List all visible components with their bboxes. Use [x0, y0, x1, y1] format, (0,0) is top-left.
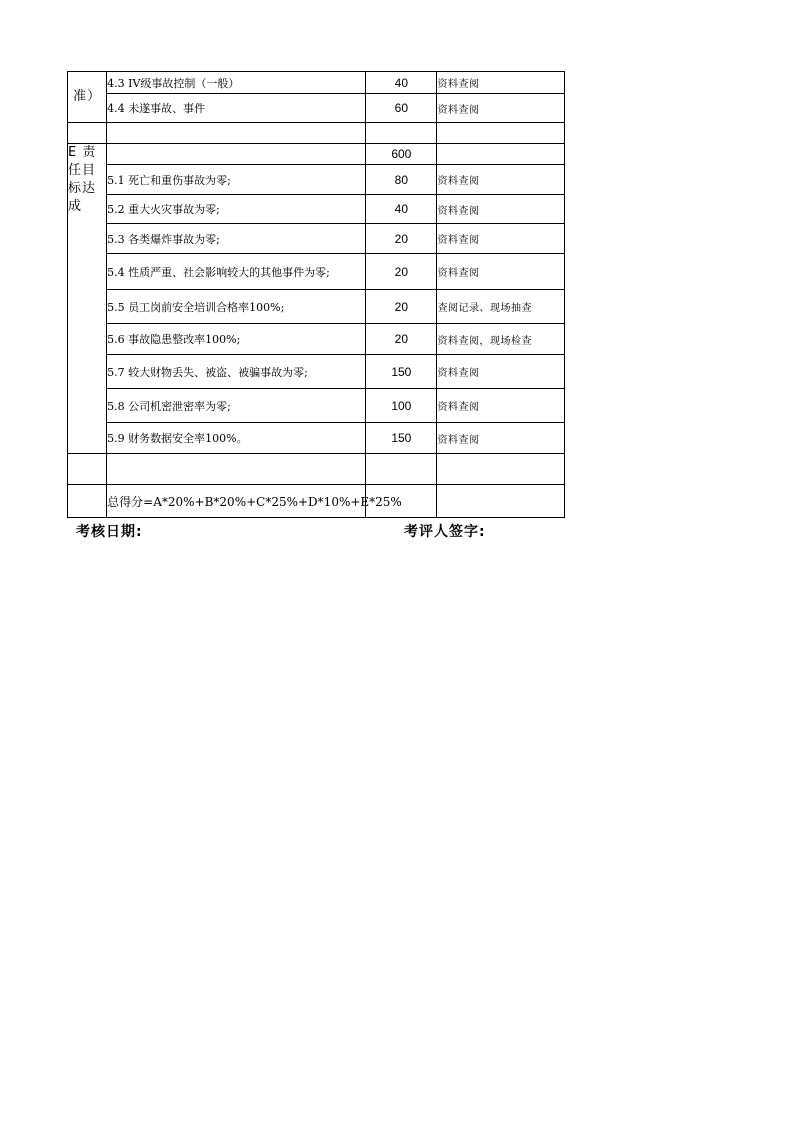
table-row: [68, 423, 565, 454]
section-e-header-row: [68, 144, 565, 165]
blank-cell: [107, 123, 366, 144]
assessment-table: [67, 71, 565, 518]
blank-cell: [366, 123, 437, 144]
item-cell: 5.7 较大财物丢失、被盗、被骗事故为零;: [107, 355, 366, 389]
score-cell: 40: [366, 195, 437, 224]
table-row: [68, 165, 565, 195]
method-cell: 资料查阅: [437, 423, 565, 454]
total-row: [68, 485, 565, 518]
item-cell: 5.9 财务数据安全率100%。: [107, 423, 366, 454]
method-cell: 资料查阅: [437, 355, 565, 389]
total-formula: 总得分=A*20%+B*20%+C*25%+D*10%+E*25%: [107, 485, 366, 518]
blank-row: [68, 454, 565, 485]
method-cell: 资料查阅: [437, 389, 565, 423]
score-cell: 20: [366, 324, 437, 355]
method-cell: 资料查阅: [437, 94, 565, 123]
method-cell: [437, 144, 565, 165]
method-cell: 资料查阅，现场检查: [437, 324, 565, 355]
blank-cell: [68, 485, 107, 518]
score-cell: 20: [366, 224, 437, 254]
table-row: [68, 290, 565, 324]
method-cell: 查阅记录、现场抽查: [437, 290, 565, 324]
item-cell: 4.4 未遂事故、事件: [107, 94, 366, 123]
item-cell: 5.6 事故隐患整改率100%;: [107, 324, 366, 355]
blank-cell: [437, 454, 565, 485]
item-cell: 5.2 重大火灾事故为零;: [107, 195, 366, 224]
item-cell: 5.3 各类爆炸事故为零;: [107, 224, 366, 254]
table-row: [68, 72, 565, 94]
method-cell: 资料查阅: [437, 224, 565, 254]
blank-cell: [68, 454, 107, 485]
blank-row: [68, 123, 565, 144]
blank-cell: [107, 454, 366, 485]
score-cell: 150: [366, 355, 437, 389]
score-cell: 150: [366, 423, 437, 454]
table-row: [68, 195, 565, 224]
table-row: [68, 355, 565, 389]
blank-cell: [437, 123, 565, 144]
table-row: [68, 94, 565, 123]
item-cell: 5.1 死亡和重伤事故为零;: [107, 165, 366, 195]
table-row: [68, 324, 565, 355]
table-row: [68, 254, 565, 290]
method-cell: 资料查阅: [437, 165, 565, 195]
assessment-date-label: 考核日期:: [76, 524, 143, 540]
score-cell: 40: [366, 72, 437, 94]
section-e-total-score: 600: [366, 144, 437, 165]
blank-cell: [437, 485, 565, 518]
score-cell: 60: [366, 94, 437, 123]
score-cell: 80: [366, 165, 437, 195]
category-d-label: 准）: [73, 89, 102, 104]
item-cell: 5.8 公司机密泄密率为零;: [107, 389, 366, 423]
category-e-label: E 责 任目 标达 成: [68, 145, 97, 214]
item-cell: 4.3 IV级事故控制（一般）: [107, 72, 366, 94]
score-cell: 100: [366, 389, 437, 423]
score-cell: 20: [366, 254, 437, 290]
category-e-cell: [68, 144, 107, 454]
method-cell: 资料查阅: [437, 195, 565, 224]
score-cell: 20: [366, 290, 437, 324]
item-cell: [107, 144, 366, 165]
blank-cell: [68, 123, 107, 144]
table-row: [68, 224, 565, 254]
method-cell: 资料查阅: [437, 254, 565, 290]
category-d-cell: [68, 72, 107, 123]
assessor-signature-label: 考评人签字:: [404, 524, 486, 540]
item-cell: 5.5 员工岗前安全培训合格率100%;: [107, 290, 366, 324]
table-row: [68, 389, 565, 423]
blank-cell: [366, 454, 437, 485]
assessment-sheet: [67, 71, 565, 518]
item-cell: 5.4 性质严重、社会影响较大的其他事件为零;: [107, 254, 366, 290]
method-cell: 资料查阅: [437, 72, 565, 94]
